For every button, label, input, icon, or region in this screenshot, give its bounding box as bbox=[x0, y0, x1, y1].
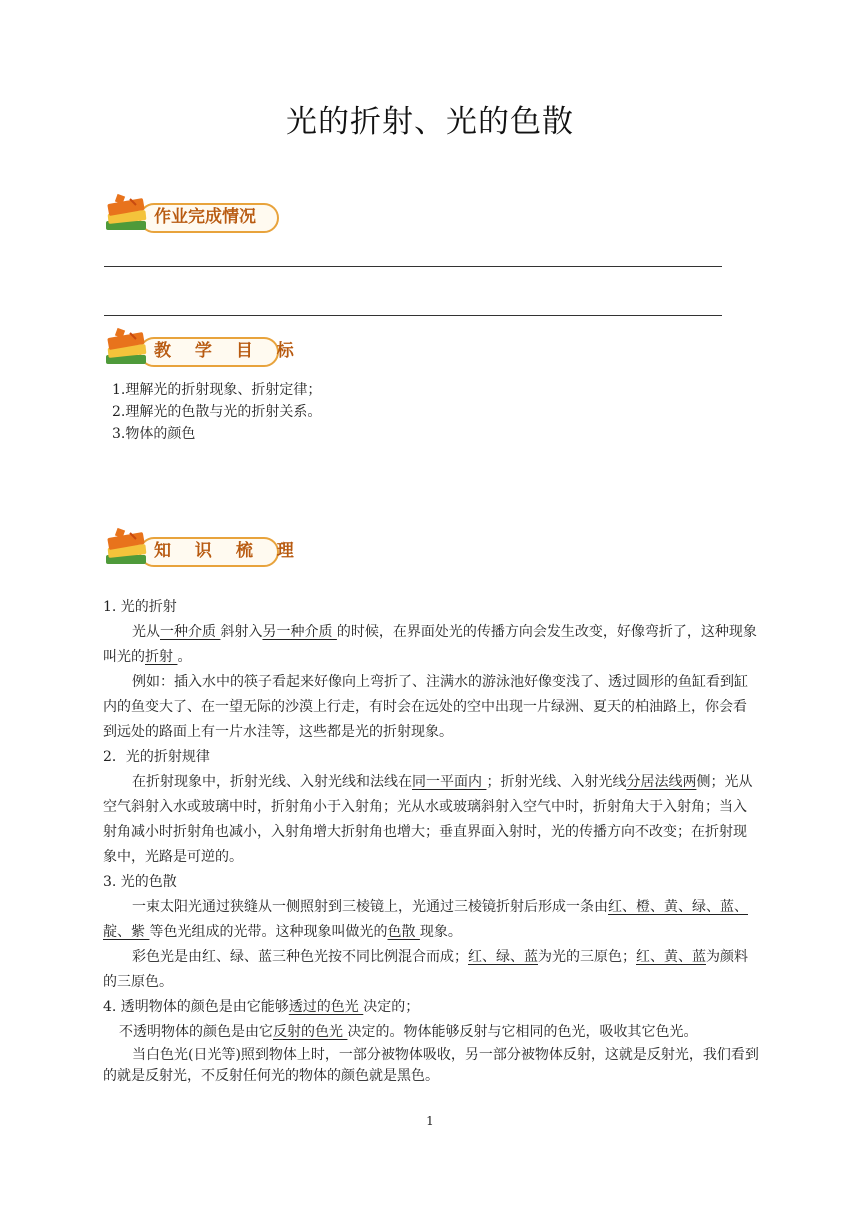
heading-refraction-law: 2．光的折射规律 bbox=[103, 749, 210, 765]
page-title: 光的折射、光的色散 bbox=[286, 104, 574, 140]
answer-blank: 另一种介质 bbox=[262, 624, 337, 640]
paragraph-opaque-color: 不透明物体的颜色是由它反射的色光 决定的。物体能够反射与它相同的色光，吸收其它色光。 bbox=[119, 1024, 698, 1040]
section-title-review: 知 识 梳 理 bbox=[154, 541, 303, 561]
paragraph-refraction-law: 在折射现象中，折射光线、入射光线和法线在同一平面内 ；折射光线、入射光线分居法线两侧；光从空气斜射入水或玻璃中时，折射角小于入射角；光从水或玻璃斜射入空气中时，折射角大于入射角；当入射角减小时折射角也减小，入射角增大折射角也增大；垂直界面入射时，光的传播方向不改变；在折射现象中，光路是可逆的。 bbox=[103, 774, 753, 865]
heading-refraction: 1. 光的折射 bbox=[103, 599, 177, 615]
answer-blank: 分居法线两 bbox=[626, 774, 697, 790]
answer-blank: 红、黄、蓝 bbox=[636, 949, 706, 965]
section-banner-objectives bbox=[102, 327, 303, 375]
knowledge-content bbox=[103, 595, 760, 1087]
objectives-list bbox=[112, 379, 321, 445]
heading-object-color: 4. 透明物体的颜色是由它能够透过的色光 决定的； bbox=[103, 999, 420, 1015]
answer-blank: 红、绿、蓝 bbox=[468, 949, 538, 965]
answer-blank: 透过的色光 bbox=[288, 999, 364, 1015]
answer-line bbox=[104, 315, 722, 316]
answer-blank: 反射的色光 bbox=[273, 1024, 348, 1040]
paragraph-refraction-definition: 光从一种介质 斜射入另一种介质 的时候，在界面处光的传播方向会发生改变，好像弯折了，这种现象叫光的折射 。 bbox=[103, 624, 757, 665]
paragraph-white-light: 当白色光(日光等)照到物体上时，一部分被物体吸收，另一部分被物体反射，这就是反射光，我们看到的就是反射光，不反射任何光的物体的颜色就是黑色。 bbox=[103, 1047, 759, 1084]
answer-blank: 色散 bbox=[387, 924, 420, 940]
answer-blank: 红、橙、黄、绿、蓝、靛、紫 bbox=[103, 899, 748, 940]
objective-item: 3.物体的颜色 bbox=[112, 426, 196, 442]
section-banner-homework bbox=[102, 193, 282, 241]
paragraph-dispersion: 一束太阳光通过狭缝从一侧照射到三棱镜上，光通过三棱镜折射后形成一条由红、橙、黄、绿、蓝、靛、紫 等色光组成的光带。这种现象叫做光的色散 现象。 bbox=[103, 899, 748, 940]
page-number: 1 bbox=[426, 1114, 434, 1128]
section-banner-review bbox=[102, 527, 303, 575]
answer-blank: 一种介质 bbox=[160, 624, 221, 640]
paragraph-primary-colors: 彩色光是由红、绿、蓝三种色光按不同比例混合而成；红、绿、蓝为光的三原色；红、黄、蓝为颜料的三原色。 bbox=[103, 949, 748, 990]
answer-blank: 同一平面内 bbox=[412, 774, 487, 790]
section-title-homework: 作业完成情况 bbox=[154, 207, 256, 227]
objective-item: 2.理解光的色散与光的折射关系。 bbox=[112, 404, 322, 420]
objective-item: 1.理解光的折射现象、折射定律； bbox=[112, 382, 322, 398]
answer-blank: 折射 bbox=[145, 649, 178, 665]
answer-line bbox=[104, 266, 722, 267]
paragraph-examples: 例如：插入水中的筷子看起来好像向上弯折了、注满水的游泳池好像变浅了、透过圆形的鱼缸看到缸内的鱼变大了、在一望无际的沙漠上行走，有时会在远处的空中出现一片绿洲、夏天的柏油路上，你会看到远处的路面上有一片水洼等，这些都是光的折射现象。 bbox=[103, 674, 748, 740]
heading-dispersion: 3. 光的色散 bbox=[103, 874, 177, 890]
section-title-objectives: 教 学 目 标 bbox=[154, 341, 303, 361]
